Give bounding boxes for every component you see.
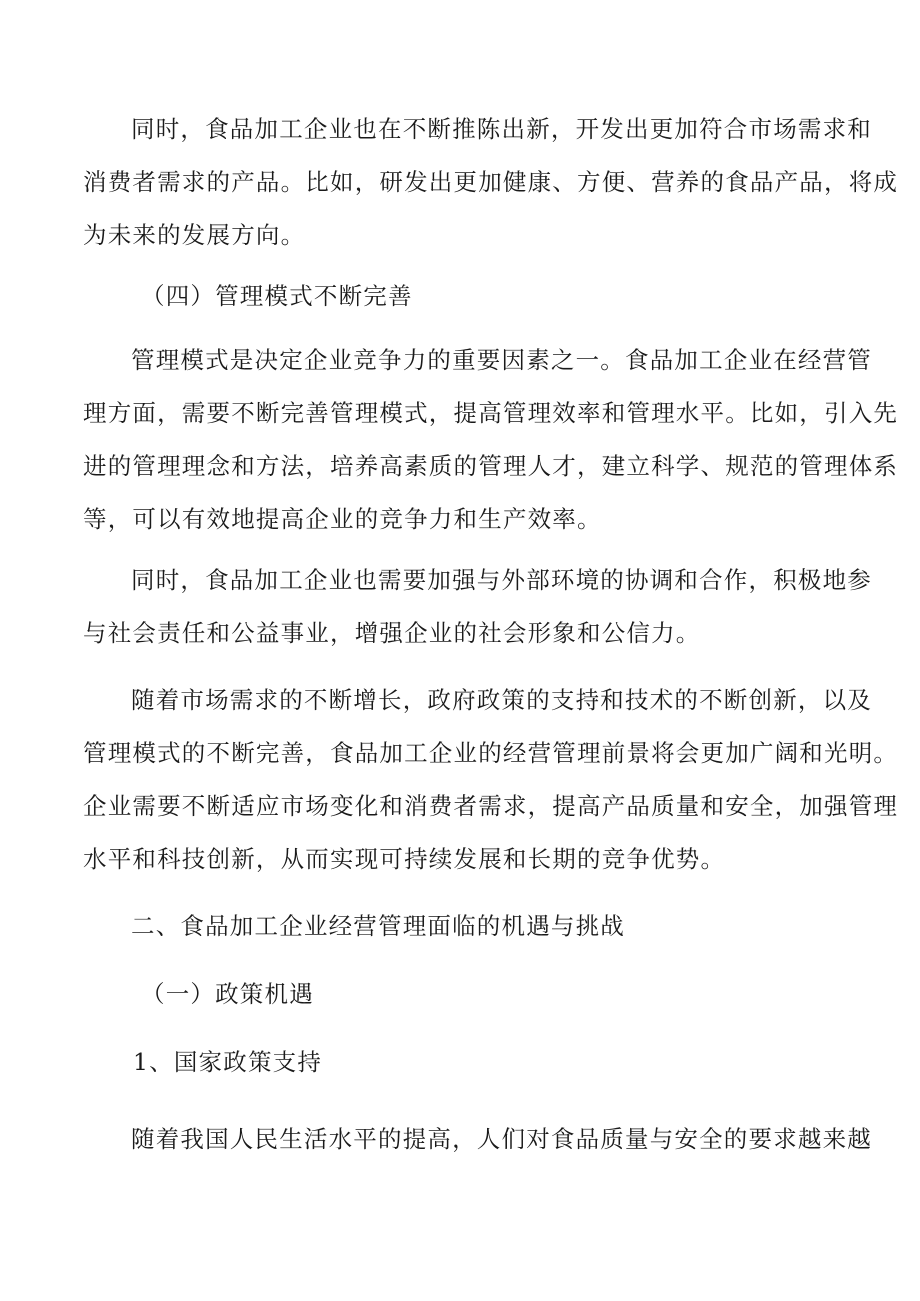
chapter-heading: 二、食品加工企业经营管理面临的机遇与挑战 <box>131 912 625 940</box>
paragraph-line: 同时，食品加工企业也在不断推陈出新，开发出更加符合市场需求和 <box>131 115 872 143</box>
paragraph-line: 消费者需求的产品。比如，研发出更加健康、方便、营养的食品产品，将成 <box>83 168 899 196</box>
paragraph-line: 水平和科技创新，从而实现可持续发展和长期的竞争优势。 <box>83 845 726 873</box>
paragraph-line: 随着我国人民生活水平的提高，人们对食品质量与安全的要求越来越 <box>131 1125 872 1153</box>
paragraph-line: 企业需要不断适应市场变化和消费者需求，提高产品质量和安全，加强管理 <box>83 792 899 820</box>
paragraph-line: 与社会责任和公益事业，增强企业的社会形象和公信力。 <box>83 619 701 647</box>
paragraph-line: 进的管理理念和方法，培养高素质的管理人才，建立科学、规范的管理体系 <box>83 452 899 480</box>
paragraph-line: 等，可以有效地提高企业的竞争力和生产效率。 <box>83 505 602 533</box>
paragraph-line: 管理模式的不断完善，食品加工企业的经营管理前景将会更加广阔和光明。 <box>83 739 899 767</box>
section-heading: （四）管理模式不断完善 <box>141 282 413 310</box>
paragraph-line: 管理模式是决定企业竞争力的重要因素之一。食品加工企业在经营管 <box>131 346 872 374</box>
paragraph-line: 同时，食品加工企业也需要加强与外部环境的协调和合作，积极地参 <box>131 566 872 594</box>
paragraph-line: 理方面，需要不断完善管理模式，提高管理效率和管理水平。比如，引入先 <box>83 399 899 427</box>
section-heading: （一）政策机遇 <box>141 980 314 1008</box>
paragraph-line: 为未来的发展方向。 <box>83 221 306 249</box>
subsection-heading: 1、国家政策支持 <box>133 1048 323 1076</box>
paragraph-line: 随着市场需求的不断增长，政府政策的支持和技术的不断创新，以及 <box>131 686 872 714</box>
